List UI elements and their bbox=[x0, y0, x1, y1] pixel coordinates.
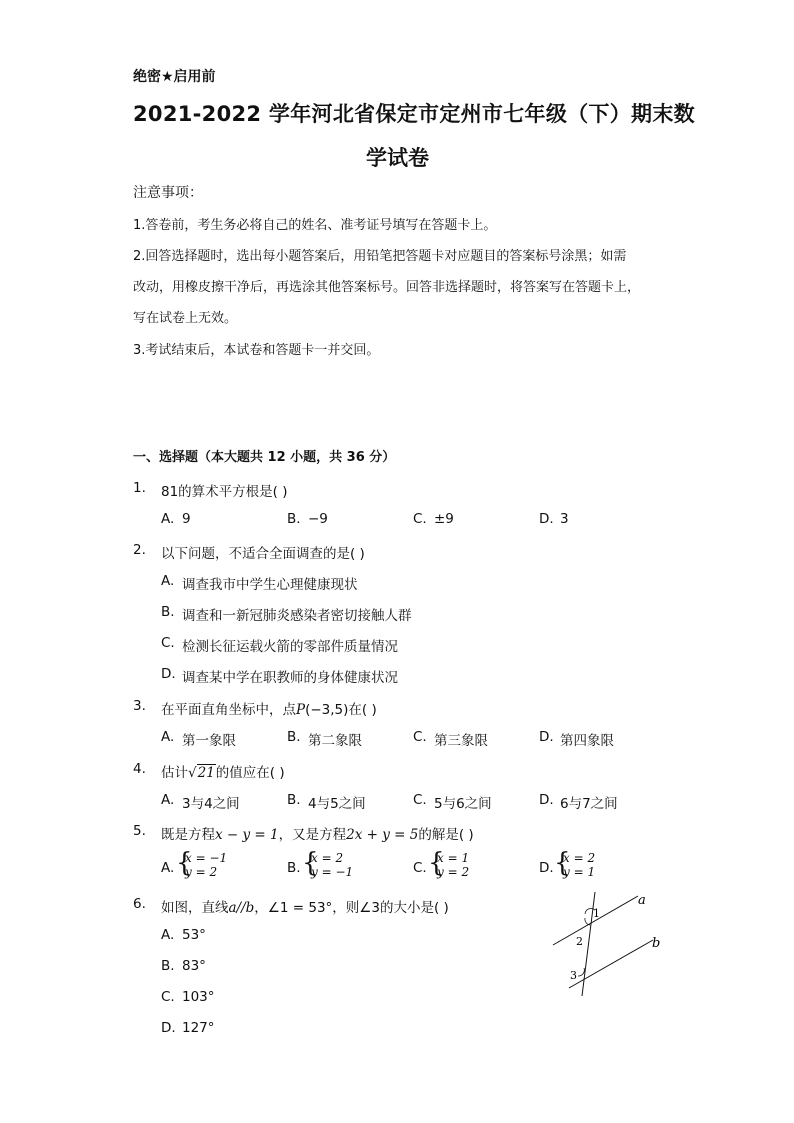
system-row: x = −1 bbox=[185, 851, 228, 865]
question-number: 4. bbox=[133, 761, 146, 777]
question-stem bbox=[161, 761, 285, 781]
notice-item-2-line1: 2.回答选择题时，选出每小题答案后，用铅笔把答题卡对应题目的答案标号涂黑；如需 bbox=[133, 249, 627, 264]
option-text: 5与6之间 bbox=[434, 796, 492, 812]
equation-1: x − y = 1 bbox=[215, 827, 279, 843]
option-text: 53° bbox=[182, 927, 206, 943]
option-label: B. bbox=[161, 604, 175, 620]
angle-2-label: 2 bbox=[576, 935, 583, 948]
option-label: A. bbox=[161, 729, 175, 745]
system-row: y = −1 bbox=[311, 865, 354, 879]
system-row: y = 2 bbox=[437, 865, 470, 879]
option-label: B. bbox=[287, 792, 301, 808]
label-a: a bbox=[638, 893, 646, 908]
option-label: D. bbox=[539, 792, 554, 808]
option-label: A. bbox=[161, 573, 175, 589]
option-label: A. bbox=[161, 511, 175, 527]
option-label: B. bbox=[287, 860, 301, 876]
brace-icon: { bbox=[554, 848, 571, 878]
option-label: C. bbox=[413, 792, 427, 808]
option-label: D. bbox=[161, 1020, 176, 1036]
parallel-lines-figure bbox=[545, 888, 675, 1000]
option-text: −9 bbox=[308, 511, 328, 527]
notice-item-2-line2: 改动，用橡皮擦干净后，再选涂其他答案标号。回答非选择题时，将答案写在答题卡上， bbox=[133, 280, 641, 295]
option-text: 调查某中学在职教师的身体健康状况 bbox=[182, 670, 398, 686]
equation-system bbox=[428, 848, 470, 879]
option-text: 103° bbox=[182, 989, 215, 1005]
system-row: x = 2 bbox=[311, 851, 344, 865]
option-text: 9 bbox=[182, 511, 191, 527]
parallel-lines: a//b bbox=[228, 900, 255, 916]
question-stem bbox=[161, 823, 474, 843]
option-label: B. bbox=[161, 958, 175, 974]
equation-system bbox=[554, 848, 596, 879]
brace-icon: { bbox=[176, 848, 193, 878]
option-text: 83° bbox=[182, 958, 206, 974]
option-label: C. bbox=[413, 511, 427, 527]
option-text: 6与7之间 bbox=[560, 796, 618, 812]
exam-title-line1: 2021-2022 学年河北省保定市定州市七年级（下）期末数 bbox=[133, 102, 695, 126]
equation-2: 2x + y = 5 bbox=[346, 827, 419, 843]
option-label: B. bbox=[287, 511, 301, 527]
stem-text: 的解是( ) bbox=[418, 827, 474, 843]
equation-system bbox=[176, 848, 228, 879]
question-number: 3. bbox=[133, 698, 146, 714]
question-number: 2. bbox=[133, 542, 146, 558]
option-text: 第四象限 bbox=[560, 733, 614, 749]
option-label: C. bbox=[413, 860, 427, 876]
question-stem: 81的算术平方根是( ) bbox=[161, 484, 288, 500]
angle-1-label: 1 bbox=[593, 907, 600, 920]
option-text: 第一象限 bbox=[182, 733, 236, 749]
stem-text: 既是方程 bbox=[161, 827, 215, 843]
notice-item-1: 1.答卷前，考生务必将自己的姓名、准考证号填写在答题卡上。 bbox=[133, 218, 497, 233]
option-text: 3与4之间 bbox=[182, 796, 240, 812]
stem-text: 估计 bbox=[161, 765, 188, 781]
option-label: C. bbox=[161, 989, 175, 1005]
sqrt-radicand: 21 bbox=[197, 765, 215, 781]
notice-item-2-line3: 写在试卷上无效。 bbox=[133, 311, 238, 326]
option-label: C. bbox=[413, 729, 427, 745]
angle-3-label: 3 bbox=[570, 969, 577, 982]
question-number: 1. bbox=[133, 480, 146, 496]
option-label: A. bbox=[161, 860, 175, 876]
option-label: B. bbox=[287, 729, 301, 745]
line-a bbox=[553, 896, 638, 945]
question-number: 6. bbox=[133, 896, 146, 912]
option-text: 调查我市中学生心理健康现状 bbox=[182, 577, 358, 593]
sqrt-sign: √ bbox=[188, 765, 197, 781]
stem-text: (−3,5)在( ) bbox=[305, 702, 377, 718]
exam-title-line2: 学试卷 bbox=[366, 146, 429, 170]
confidential-mark: 绝密★启用前 bbox=[133, 69, 216, 85]
stem-text: ，又是方程 bbox=[278, 827, 347, 843]
stem-text: 的值应在( ) bbox=[215, 765, 285, 781]
section-heading: 一、选择题（本大题共 12 小题，共 36 分） bbox=[133, 450, 396, 465]
option-label: D. bbox=[539, 860, 554, 876]
system-row: x = 1 bbox=[437, 851, 470, 865]
brace-icon: { bbox=[428, 848, 445, 878]
option-text: 4与5之间 bbox=[308, 796, 366, 812]
option-text: ±9 bbox=[434, 511, 454, 527]
option-text: 检测长征运载火箭的零部件质量情况 bbox=[182, 639, 398, 655]
point-name: P bbox=[296, 702, 306, 718]
equation-system bbox=[302, 848, 354, 879]
option-text: 调查和一新冠肺炎感染者密切接触人群 bbox=[182, 608, 412, 624]
option-text: 第二象限 bbox=[308, 733, 362, 749]
stem-text: 如图，直线 bbox=[161, 900, 229, 916]
option-label: D. bbox=[539, 511, 554, 527]
option-label: C. bbox=[161, 635, 175, 651]
question-stem bbox=[161, 896, 449, 916]
option-text: 3 bbox=[560, 511, 569, 527]
brace-icon: { bbox=[302, 848, 319, 878]
angle-arc bbox=[578, 968, 584, 976]
stem-text: ，∠1 = 53°，则∠3的大小是( ) bbox=[254, 900, 449, 916]
question-stem bbox=[161, 698, 377, 718]
option-label: D. bbox=[161, 666, 176, 682]
system-row: y = 1 bbox=[563, 865, 596, 879]
option-label: D. bbox=[539, 729, 554, 745]
system-row: x = 2 bbox=[563, 851, 596, 865]
option-label: A. bbox=[161, 792, 175, 808]
stem-text: 在平面直角坐标中，点 bbox=[161, 702, 296, 718]
notice-item-3: 3.考试结束后，本试卷和答题卡一并交回。 bbox=[133, 343, 380, 358]
question-stem: 以下问题，不适合全面调查的是( ) bbox=[161, 546, 365, 562]
option-text: 第三象限 bbox=[434, 733, 488, 749]
question-number: 5. bbox=[133, 823, 146, 839]
system-row: y = 2 bbox=[185, 865, 218, 879]
notice-heading: 注意事项： bbox=[133, 185, 203, 201]
option-text: 127° bbox=[182, 1020, 215, 1036]
option-label: A. bbox=[161, 927, 175, 943]
label-b: b bbox=[652, 936, 661, 951]
